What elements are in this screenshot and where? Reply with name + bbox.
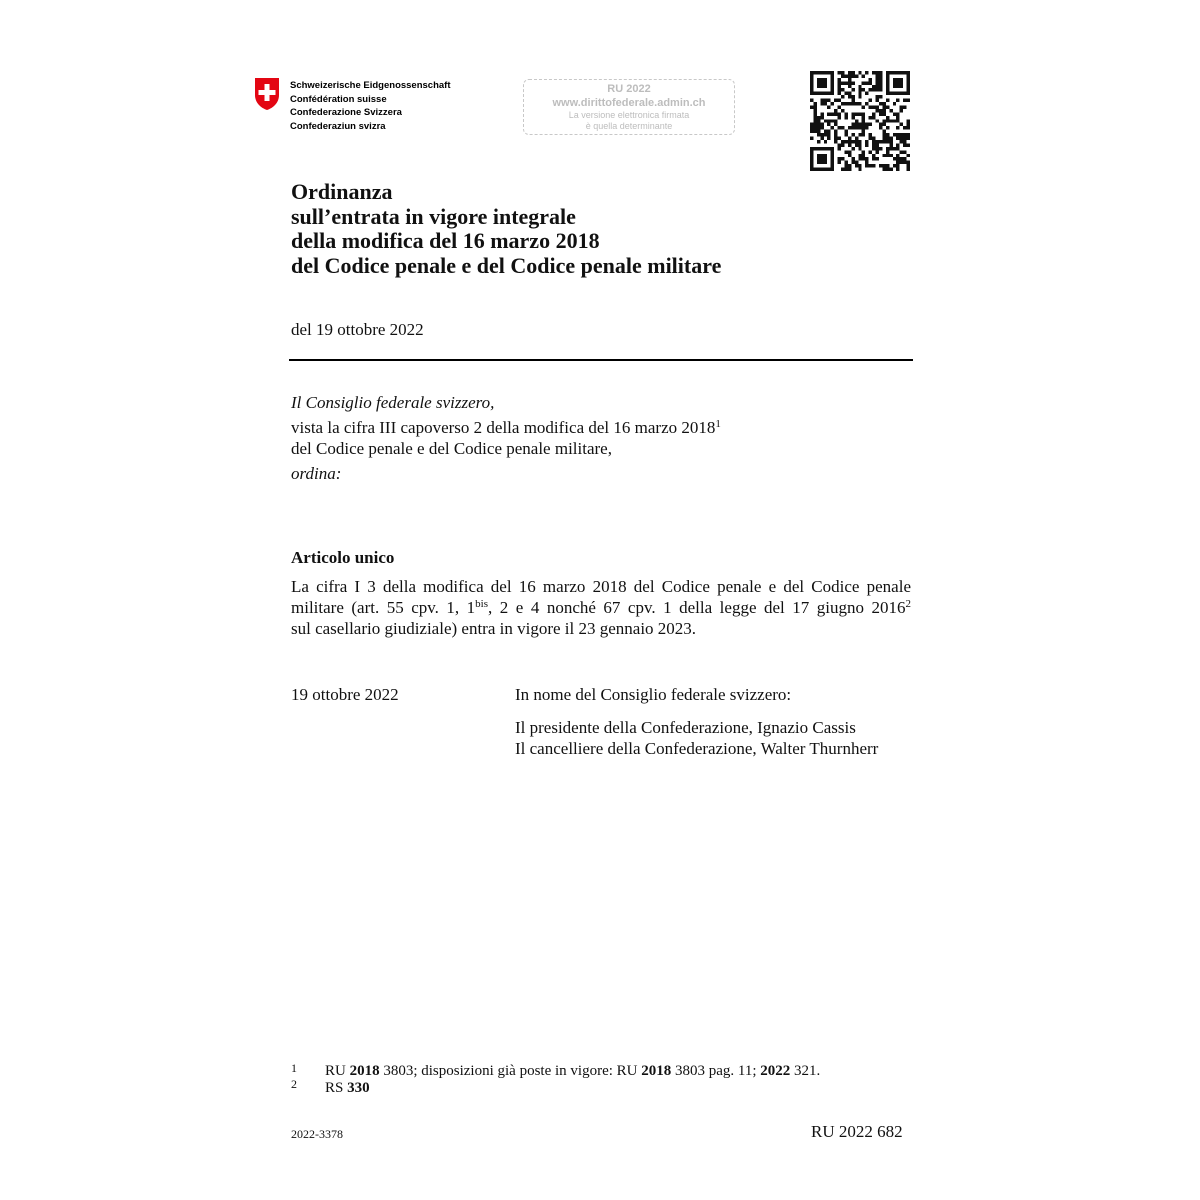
confederation-name-it: Confederazione Svizzera	[290, 107, 402, 118]
document-title	[291, 180, 721, 278]
article-line-3: sul casellario giudiziale) entra in vigore il 23 gennaio 2023.	[291, 619, 697, 638]
document-number: 2022-3378	[291, 1127, 343, 1141]
footnote-number-1: 1	[291, 1061, 297, 1075]
confederation-name-rm: Confederaziun svizra	[290, 120, 386, 132]
stamp-note-1: La versione elettronica firmata	[568, 110, 690, 120]
swiss-cross-icon	[253, 77, 281, 111]
signature-date: 19 ottobre 2022	[291, 685, 399, 704]
ru-reference: RU 2022 682	[811, 1122, 903, 1141]
document-date: del 19 ottobre 2022	[291, 320, 424, 339]
stamp-ru: RU 2022	[607, 83, 651, 95]
signature-in-name: In nome del Consiglio federale svizzero:	[515, 685, 792, 704]
signatories	[515, 717, 878, 759]
footnote-1: RU 2018 3803; disposizioni già poste in vigore: RU 2018 3803 pag. 11; 2022 321.	[325, 1063, 821, 1079]
vista-line-2: del Codice penale e del Codice penale militare,	[291, 439, 612, 458]
confederation-names	[290, 79, 451, 133]
article-line-1: La cifra I 3 della modifica del 16 marzo 2018 del Codice penale e del Codice penale	[291, 577, 911, 596]
article-line-2: militare (art. 55 cpv. 1, $1^{bis}$, 2 e 4 nonché 67 cpv. 1 della legge del 17 giugno 2016$^2$	[291, 598, 911, 617]
confederation-name-de: Schweizerische Eidgenossenschaft	[290, 80, 451, 91]
article-text	[291, 576, 911, 639]
footnote-number-2: 2	[291, 1077, 297, 1091]
stamp-url: www.dirittofederale.admin.ch	[552, 97, 706, 109]
signatory-president: Il presidente della Confederazione, Ignazio Cassis	[515, 718, 856, 737]
signatory-chancellor: Il cancelliere della Confederazione, Walter Thurnherr	[515, 739, 879, 758]
vista-line-1: vista la cifra III capoverso 2 della modifica del 16 marzo 2018	[291, 418, 716, 437]
publication-stamp	[523, 79, 735, 135]
footnote-ref-1[interactable]: 1	[715, 418, 721, 430]
divider	[289, 359, 913, 361]
title-line-1: Ordinanza	[291, 179, 393, 204]
title-line-4: del Codice penale e del Codice penale militare	[291, 252, 722, 278]
preamble-council: Il Consiglio federale svizzero,	[291, 393, 495, 412]
footnote-2: RS 330	[325, 1080, 370, 1096]
article-heading: Articolo unico	[291, 548, 395, 567]
qr-code-icon	[810, 71, 910, 171]
title-line-2: sull’entrata in vigore integrale	[291, 203, 576, 229]
footnote-ref-2[interactable]: 2	[905, 598, 911, 610]
preamble-vista	[291, 417, 721, 459]
stamp-note-2: è quella determinante	[585, 121, 673, 131]
preamble-ordina: ordina:	[291, 464, 342, 483]
confederation-name-fr: Confédération suisse	[290, 93, 387, 105]
title-line-3: della modifica del 16 marzo 2018	[291, 228, 600, 253]
